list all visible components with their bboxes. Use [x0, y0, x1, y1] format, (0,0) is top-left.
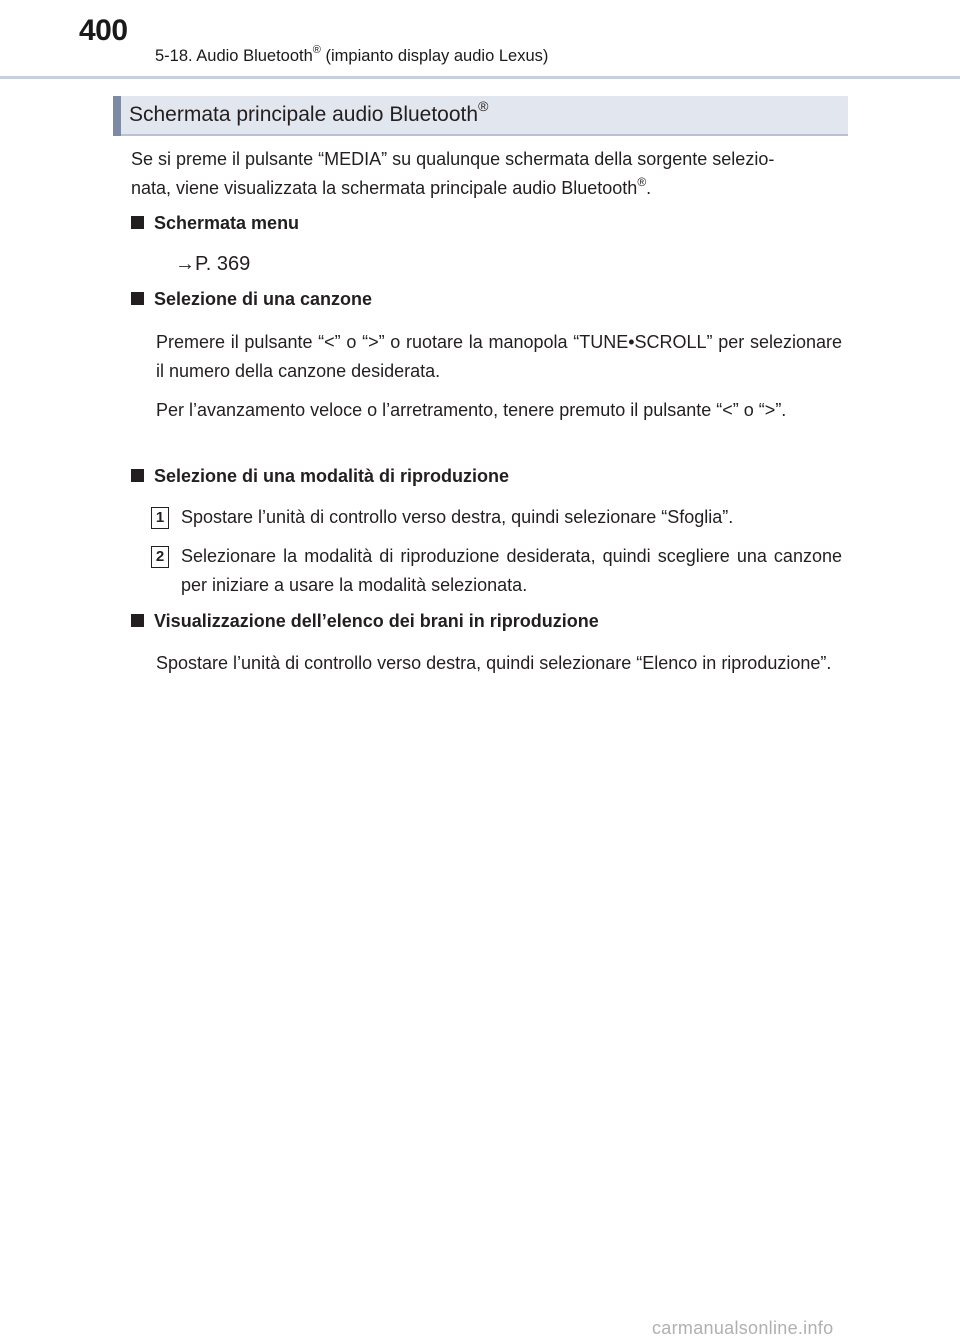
song-select-para-1: Premere il pulsante “<” o “>” o ruotare la manopola “TUNE•SCROLL” per selezionare il numero della canzone desiderata.	[156, 332, 842, 381]
heading-menu-text: Schermata menu	[154, 213, 300, 233]
heading-song-select	[131, 289, 372, 310]
square-bullet-icon	[131, 614, 144, 627]
chapter-title	[155, 44, 549, 66]
menu-page-reference[interactable]: →P. 369	[175, 253, 251, 275]
intro-line-2-text: nata, viene visualizzata la schermata principale audio Bluetooth	[131, 178, 638, 198]
step-number-1: 1	[151, 507, 169, 529]
page-header	[0, 0, 960, 80]
intro-line-2	[131, 174, 841, 203]
heading-menu	[131, 213, 299, 234]
chapter-title-suffix: (impianto display audio Lexus)	[320, 47, 549, 65]
section-title	[129, 98, 489, 127]
section-heading-bar	[113, 96, 848, 136]
section-accent	[113, 96, 121, 136]
registered-mark: ®	[312, 44, 321, 56]
heading-playlist	[131, 611, 599, 632]
step-2-text: Selezionare la modalità di riproduzione desiderata, quindi scegliere una canzone per iniziare a usare la modalità selezionata.	[181, 546, 842, 595]
page-number: 400	[79, 14, 128, 47]
heading-play-mode	[131, 466, 509, 487]
watermark: carmanualsonline.info	[652, 1318, 834, 1338]
section-title-text: Schermata principale audio Bluetooth	[129, 103, 479, 126]
heading-playlist-text: Visualizzazione dell’elenco dei brani in riproduzione	[154, 611, 599, 631]
square-bullet-icon	[131, 469, 144, 482]
intro-line-1: Se si preme il pulsante “MEDIA” su qualunque schermata della sorgente selezio-	[131, 149, 775, 169]
intro-line-2-end: .	[646, 178, 652, 198]
square-bullet-icon	[131, 292, 144, 305]
heading-song-select-text: Selezione di una canzone	[154, 289, 373, 309]
step-1-text: Spostare l’unità di controllo verso destra, quindi selezionare “Sfoglia”.	[181, 507, 734, 527]
chapter-title-prefix: 5-18. Audio Bluetooth	[155, 47, 313, 65]
section-registered-mark: ®	[478, 98, 489, 114]
song-select-para-2: Per l’avanzamento veloce o l’arretramento, tenere premuto il pulsante “<” o “>”.	[156, 400, 787, 420]
header-divider	[0, 76, 960, 79]
playlist-para: Spostare l’unità di controllo verso destra, quindi selezionare “Elenco in riproduzione”.	[156, 653, 832, 673]
square-bullet-icon	[131, 216, 144, 229]
heading-play-mode-text: Selezione di una modalità di riproduzione	[154, 466, 510, 486]
intro-registered-mark: ®	[637, 175, 647, 189]
step-number-2: 2	[151, 546, 169, 568]
